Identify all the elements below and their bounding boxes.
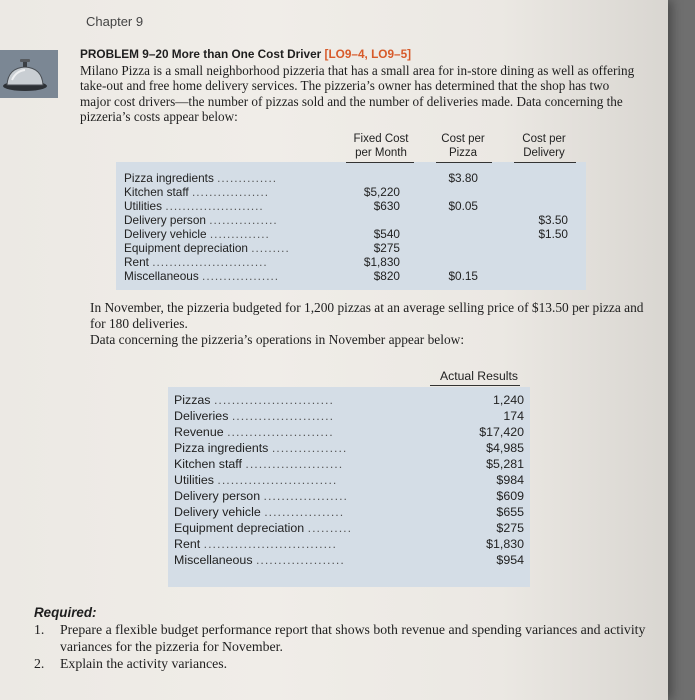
problem-intro: Milano Pizza is a small neighborhood pizzeria that has a small area for in-store dining as well as offering take-out and free home delivery services. The pizzeria’s owner has determined that the shop has two major cost drivers—the number of pizzas sold and the number of deliveries made. Data concerning the pizzeria’s costs appear below: <box>80 62 635 124</box>
actual-row <box>174 537 524 552</box>
fixed-cost-value: $5,220 <box>363 185 400 199</box>
required-item <box>34 621 664 655</box>
cost-row <box>124 241 584 255</box>
header-fixed-cost: Fixed Cost per Month <box>353 133 409 159</box>
problem-heading <box>80 47 411 61</box>
actual-value: $17,420 <box>479 425 524 439</box>
actual-value: $609 <box>496 489 524 503</box>
row-label: Miscellaneous .................. <box>124 269 280 283</box>
required-section <box>34 604 664 672</box>
actual-results-table <box>168 363 528 593</box>
row-label: Deliveries ....................... <box>174 409 335 423</box>
budget-text: In November, the pizzeria budgeted for 1,200 pizzas at an average selling price of $13.50 per pizza and for 180 deliveries. <box>90 300 644 331</box>
actual-data-intro: Data concerning the pizzeria’s operations in November appear below: <box>90 332 465 347</box>
row-label: Rent ........................... <box>124 255 268 269</box>
required-title: Required: <box>34 605 97 620</box>
budget-paragraph <box>62 300 656 348</box>
learning-objectives: [LO9–4, LO9–5] <box>324 47 412 61</box>
header-rule-pizza <box>436 162 492 163</box>
actual-row <box>174 457 524 472</box>
cost-row <box>124 255 584 269</box>
row-label: Rent .............................. <box>174 537 337 551</box>
cost-row <box>124 171 584 185</box>
row-label: Utilities ........................... <box>174 473 338 487</box>
problem-number: PROBLEM 9–20 <box>80 47 169 61</box>
required-item-number: 1. <box>34 622 45 637</box>
actual-value: $655 <box>496 505 524 519</box>
problem-title: More than One Cost Driver <box>171 47 322 61</box>
row-label: Delivery vehicle .............. <box>124 227 270 241</box>
actual-row <box>174 409 524 424</box>
fixed-cost-value: $540 <box>373 227 400 241</box>
actual-row <box>174 473 524 488</box>
chapter-header: Chapter 9 <box>86 14 144 29</box>
service-bell-icon <box>0 50 58 98</box>
row-label: Miscellaneous .................... <box>174 553 345 567</box>
cost-row <box>124 213 584 227</box>
actual-value: $5,281 <box>486 457 524 471</box>
required-item-text: Explain the activity variances. <box>60 656 228 671</box>
row-label: Delivery vehicle .................. <box>174 505 345 519</box>
row-label: Equipment depreciation ......... <box>124 241 290 255</box>
cost-row <box>124 199 584 213</box>
row-label: Pizza ingredients .............. <box>124 171 278 185</box>
delivery-cost-value: $1.50 <box>538 227 568 241</box>
actual-value: $4,985 <box>486 441 524 455</box>
required-item <box>34 655 664 672</box>
cost-row <box>124 185 584 199</box>
actual-row <box>174 505 524 520</box>
actual-value: 174 <box>503 409 524 423</box>
cost-table <box>116 124 580 288</box>
row-label: Utilities ....................... <box>124 199 264 213</box>
row-label: Equipment depreciation .......... <box>174 521 353 535</box>
row-label: Delivery person ................... <box>174 489 348 503</box>
row-label: Revenue ........................ <box>174 425 334 439</box>
row-label: Delivery person ................ <box>124 213 278 227</box>
actual-value: $275 <box>496 521 524 535</box>
actual-row <box>174 553 524 568</box>
fixed-cost-value: $630 <box>373 199 400 213</box>
fixed-cost-value: $1,830 <box>363 255 400 269</box>
actual-row <box>174 489 524 504</box>
actual-value: $984 <box>496 473 524 487</box>
header-cost-per-pizza: Cost per Pizza <box>441 133 485 159</box>
actual-row <box>174 521 524 536</box>
header-cost-per-delivery: Cost per Delivery <box>522 133 566 159</box>
row-label: Kitchen staff .................. <box>124 185 269 199</box>
actual-row <box>174 393 524 408</box>
cost-row <box>124 269 584 283</box>
actual-value: 1,240 <box>492 393 524 407</box>
actual-row <box>174 441 524 456</box>
actual-results-header: Actual Results <box>440 369 518 383</box>
fixed-cost-value: $275 <box>373 241 400 255</box>
header-rule-delivery <box>514 162 576 163</box>
required-item-number: 2. <box>34 656 45 671</box>
fixed-cost-value: $820 <box>373 269 400 283</box>
actual-row <box>174 425 524 440</box>
cost-row <box>124 227 584 241</box>
problem-block <box>80 46 640 125</box>
pizza-cost-value: $3.80 <box>448 171 478 185</box>
actual-value: $954 <box>496 553 524 567</box>
pizza-cost-value: $0.15 <box>448 269 478 283</box>
actual-header-rule <box>430 385 520 386</box>
delivery-cost-value: $3.50 <box>538 213 568 227</box>
row-label: Kitchen staff ...................... <box>174 457 344 471</box>
header-rule-fixed <box>346 162 414 163</box>
actual-value: $1,830 <box>486 537 524 551</box>
row-label: Pizzas ........................... <box>174 393 334 407</box>
required-item-text: Prepare a flexible budget performance report that shows both revenue and spending variances and activity variances for the pizzeria for November. <box>60 622 646 654</box>
row-label: Pizza ingredients ................. <box>174 441 348 455</box>
pizza-cost-value: $0.05 <box>448 199 478 213</box>
